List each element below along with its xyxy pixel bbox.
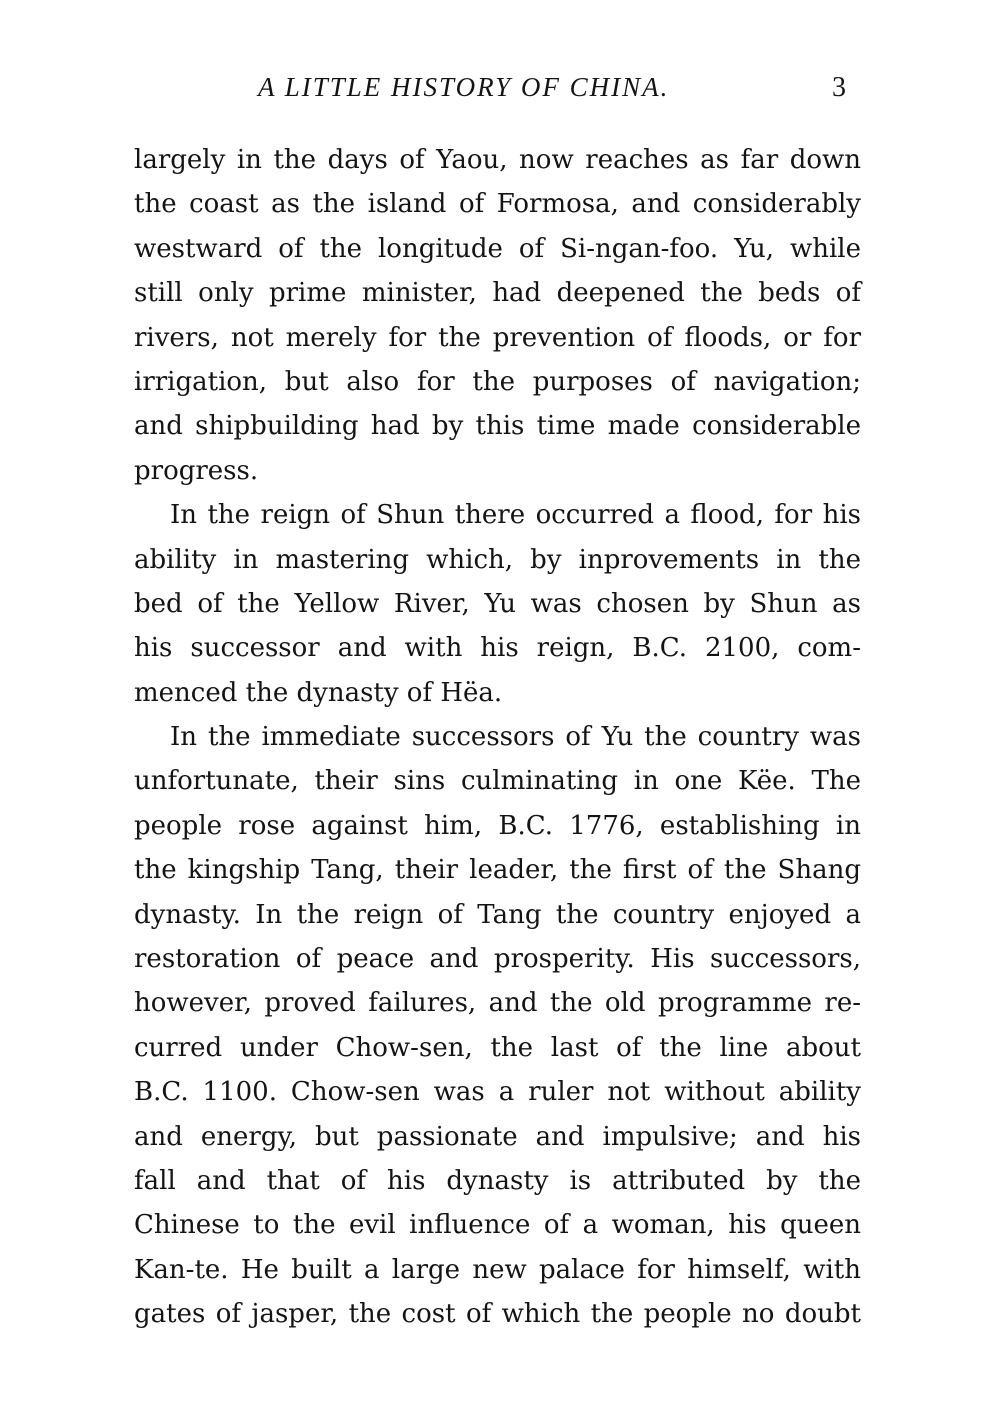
text-line: dynasty. In the reign of Tang the country enjoyed a <box>134 899 861 930</box>
text-line: people rose against him, B.C. 1776, establishing in <box>134 810 861 841</box>
text-line: fall and that of his dynasty is attributed by the <box>134 1165 861 1196</box>
text-line: his successor and with his reign, B.C. 2100, com- <box>134 633 861 664</box>
text-line: ability in mastering which, by inprovements in the <box>134 544 861 575</box>
text-line: the kingship Tang, their leader, the first of the Shang <box>134 855 861 886</box>
text-line: Chinese to the evil influence of a woman, his queen <box>134 1210 861 1241</box>
text-line: and shipbuilding had by this time made considerable <box>134 411 861 442</box>
text-line: progress. <box>134 455 259 486</box>
text-line: the coast as the island of Formosa, and considerably <box>134 189 861 220</box>
body-text <box>134 138 861 1337</box>
text-line: irrigation, but also for the purposes of navigation; <box>134 366 861 397</box>
page-header <box>0 72 1000 112</box>
paragraph-first-line: In the immediate successors of Yu the country was <box>170 722 861 753</box>
text-line: B.C. 1100. Chow-sen was a ruler not without ability <box>134 1077 861 1108</box>
page-number: 3 <box>832 72 846 103</box>
text-line: bed of the Yellow River, Yu was chosen by Shun as <box>134 588 861 619</box>
text-line: curred under Chow-sen, the last of the line about <box>134 1032 861 1063</box>
running-title: A LITTLE HISTORY OF CHINA. <box>258 72 670 102</box>
paragraph-first-line: In the reign of Shun there occurred a flood, for his <box>170 500 861 531</box>
text-line: gates of jasper, the cost of which the people no doubt <box>134 1299 861 1330</box>
text-line: restoration of peace and prosperity. His successors, <box>134 944 861 975</box>
text-line: unfortunate, their sins culminating in one Këe. The <box>134 766 861 797</box>
text-line: and energy, but passionate and impulsive; and his <box>134 1121 861 1152</box>
text-line: rivers, not merely for the prevention of floods, or for <box>134 322 861 353</box>
text-line: westward of the longitude of Si-ngan-foo. Yu, while <box>134 233 861 264</box>
text-line: menced the dynasty of Hëa. <box>134 677 503 708</box>
text-line: still only prime minister, had deepened the beds of <box>134 278 861 309</box>
text-line: however, proved failures, and the old programme re- <box>134 988 861 1019</box>
text-line: Kan-te. He built a large new palace for himself, with <box>134 1254 861 1285</box>
text-line: largely in the days of Yaou, now reaches as far down <box>134 145 861 175</box>
